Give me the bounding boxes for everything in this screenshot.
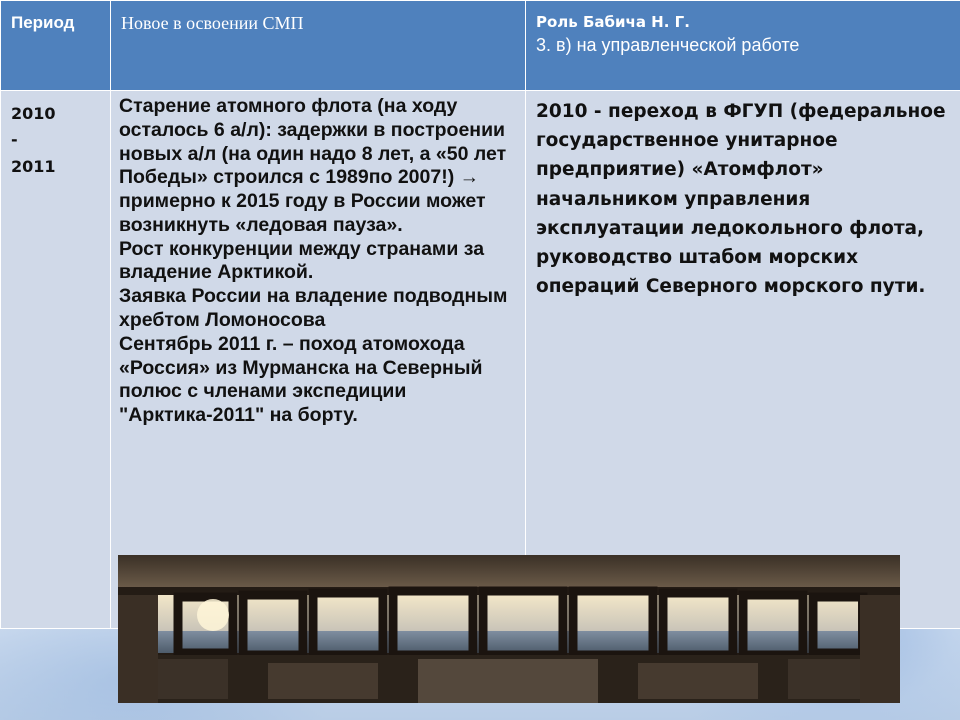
header-period-label: Период xyxy=(11,13,75,32)
header-row xyxy=(1,1,960,91)
new-paragraph-aging-fleet: Старение атомного флота (на ходу осталось 6 а/л): задержки в построении новых а/л (на один надо 8 лет, а «50 лет Победы» строился с 1989по 2007!) → примерно к 2015 году в России может возникнуть «ледовая пауза». xyxy=(119,95,507,236)
table-row xyxy=(1,91,960,629)
new-paragraph-lomonosov: Заявка России на владение подводным хребтом Ломоносова xyxy=(119,285,508,332)
role-cell xyxy=(526,91,960,629)
bridge-panorama-image xyxy=(118,555,900,703)
bridge-panorama-photo xyxy=(118,555,900,703)
new-paragraph-expedition: Сентябрь 2011 г. – поход атомохода «Россия» из Мурманска на Северный полюс с членами экспедиции "Арктика-2011" на борту. xyxy=(119,332,483,427)
header-new-label: Новое в освоении СМП xyxy=(121,13,304,33)
period-cell xyxy=(1,91,111,629)
period-text: 2010 - 2011 xyxy=(11,104,56,176)
header-new xyxy=(111,1,526,91)
role-text: 2010 - переход в ФГУП (федеральное государственное унитарное предприятие) «Атомфлот» начальником управления эксплуатации ледокольного флота, руководство штабом морских операций Северного морского пути. xyxy=(536,101,946,298)
header-role xyxy=(526,1,960,91)
header-period xyxy=(1,1,111,91)
header-role-subtitle: 3. в) на управленческой работе xyxy=(536,35,800,55)
new-cell xyxy=(111,91,526,629)
header-role-title: Роль Бабича Н. Г. xyxy=(536,13,690,31)
new-paragraph-competition: Рост конкуренции между странами за владение Арктикой. xyxy=(119,237,485,284)
